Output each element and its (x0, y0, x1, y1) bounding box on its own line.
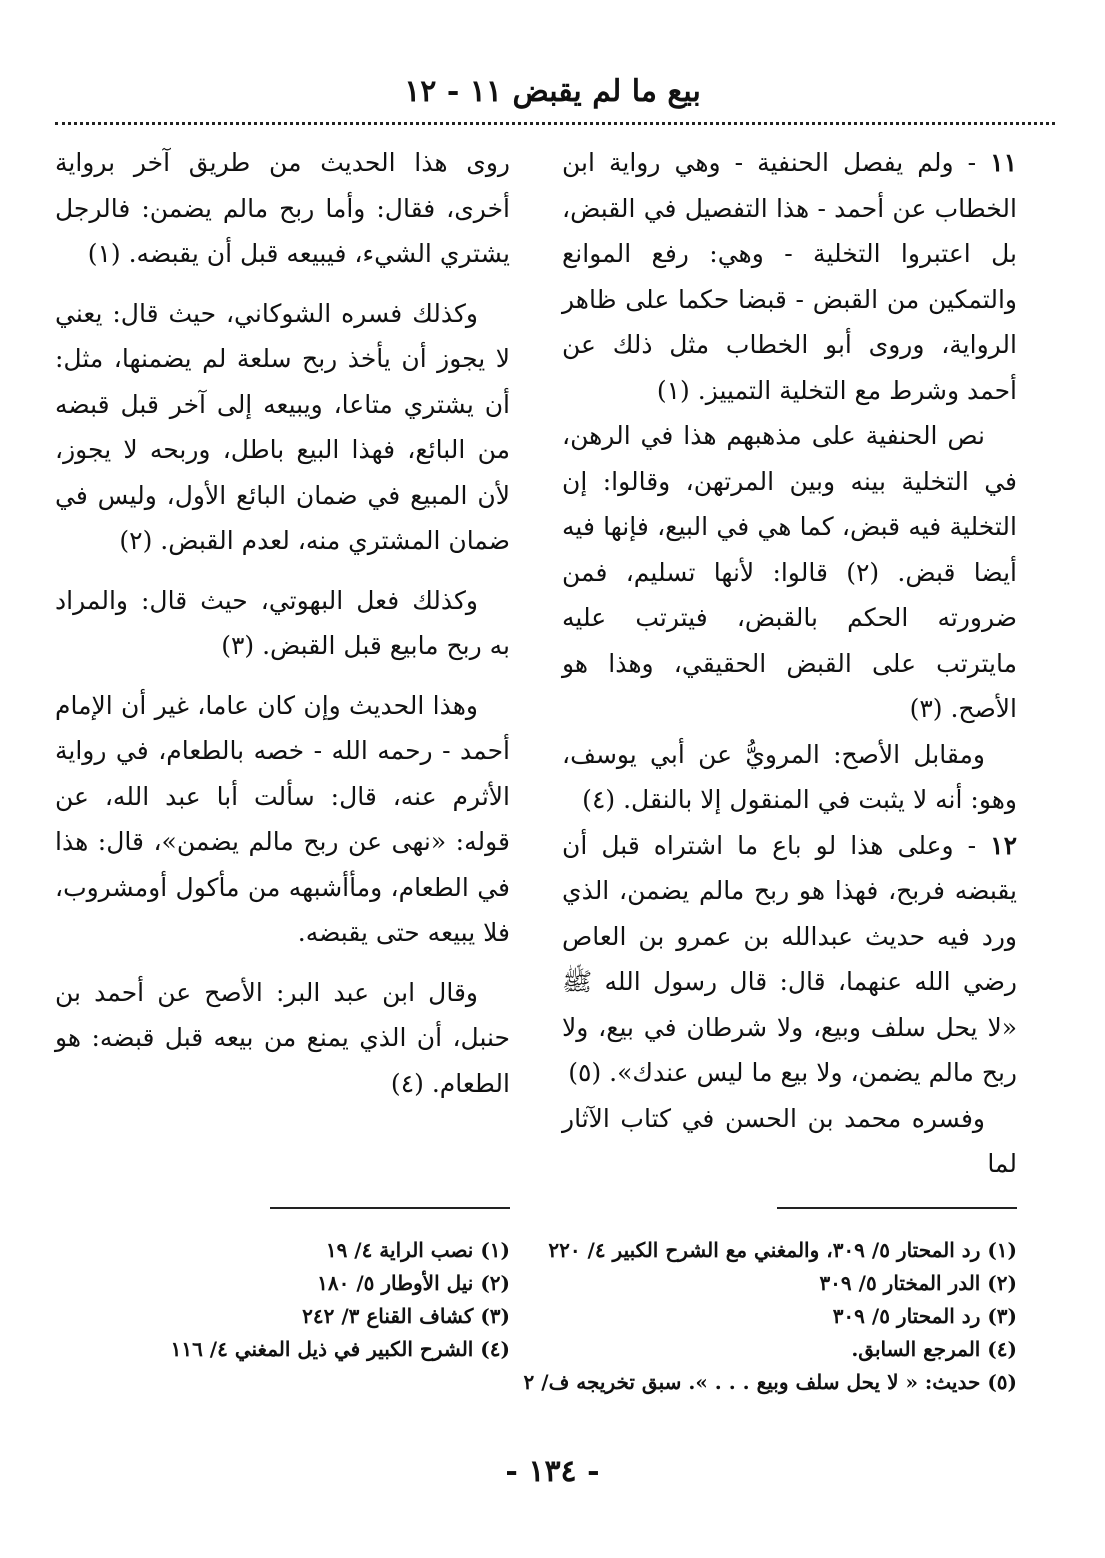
footnote-rule-left (270, 1207, 510, 1209)
footnote-rule-right (777, 1207, 1017, 1209)
footnote-item: (٤) الشرح الكبير في ذيل المغني ٤/ ١١٦ (170, 1337, 510, 1361)
footnote-item: (٢) الدر المختار ٥/ ٣٠٩ (819, 1271, 1017, 1295)
footnotes-right (523, 1234, 1017, 1399)
paragraph-buhuti: وكذلك فعل البهوتي، حيث قال: والمراد به ربح مابيع قبل القبض. (٣) (55, 585, 510, 660)
paragraph-hanafi-pledge: نص الحنفية على مذهبهم هذا في الرهن، في التخلية بينه وبين المرتهن، وقالوا: إن التخلية فيه قبض، كما هي في البيع، فإنها فيه أيضا قبض. (٢) قالوا: لأنها تسليم، فمن ضرورته الحكم بالقبض، فيترتب عليه مايترتب على القبض الحقيقي، وهذا هو الأصح. (٣) (562, 421, 1017, 723)
paragraph-12 (562, 823, 1017, 1096)
paragraph-ahmad-food: وهذا الحديث وإن كان عاما، غير أن الإمام أحمد - رحمه الله - خصه بالطعام، في رواية الأثرم عنه، قال: سألت أبا عبد الله، عن قوله: «نهى عن ربح مالم يضمن»، قال: هذا في الطعام، ومأأشبهه من مأكول أومشروب، فلا يبيعه حتى يقبضه. (55, 690, 510, 947)
left-text-column (55, 140, 510, 1106)
paragraph-11-text: - ولم يفصل الحنفية - وهي رواية ابن الخطاب عن أحمد - هذا التفصيل في القبض، بل اعتبروا التخلية - وهي: رفع الموانع والتمكين من القبض - قبضا حكما على ظاهر الرواية، وروى أبو الخطاب مثل ذلك عن أحمد وشرط مع التخلية التمييز. (١) (562, 148, 1017, 405)
header-dotted-rule (55, 122, 1055, 125)
running-header: بيع ما لم يقبض ١١ - ١٢ (404, 74, 701, 109)
footnote-item: (٢) نيل الأوطار ٥/ ١٨٠ (317, 1271, 510, 1295)
paragraph-muhammad-hasan: وفسره محمد بن الحسن في كتاب الآثار لما (562, 1103, 1017, 1178)
page-number: - ١٣٤ - (505, 1454, 600, 1489)
footnote-item: (٥) حديث: « لا يحل سلف وبيع . . . ». سبق تخريجه ف/ ٢ (523, 1370, 1017, 1394)
footnote-item: (١) نصب الراية ٤/ ١٩ (325, 1238, 510, 1262)
footnotes-left (55, 1234, 510, 1366)
section-number-12: ١٢ (990, 830, 1017, 860)
footnote-item: (٣) كشاف القناع ٣/ ٢٤٢ (302, 1304, 510, 1328)
paragraph-12-text: - وعلى هذا لو باع ما اشتراه قبل أن يقبضه فربح، فهذا هو ربح مالم يضمن، الذي ورد فيه حديث عبدالله بن عمرو بن العاص رضي الله عنهما، قال: قال رسول الله ﷺ «لا يحل سلف وبيع، ولا شرطان في بيع، ولا ربح مالم يضمن، ولا بيع ما ليس عندك». (٥) (562, 830, 1017, 1087)
footnote-item: (٣) رد المحتار ٥/ ٣٠٩ (832, 1304, 1017, 1328)
paragraph-shawkani: وكذلك فسره الشوكاني، حيث قال: يعني لا يجوز أن يأخذ ربح سلعة لم يضمنها، مثل: أن يشتري متاعا، ويبيعه إلى آخر قبل قبضه من البائع، فهذا البيع باطل، وربحه لا يجوز، لأن المبيع في ضمان البائع الأول، وليس في ضمان المشتري منه، لعدم القبض. (٢) (55, 298, 510, 555)
footnote-item: (٤) المرجع السابق. (851, 1337, 1017, 1361)
right-text-column (562, 140, 1017, 1187)
paragraph-abu-yusuf: ومقابل الأصح: المرويُّ عن أبي يوسف، وهو: أنه لا يثبت في المنقول إلا بالنقل. (٤) (562, 739, 1017, 814)
footnote-item: (١) رد المحتار ٥/ ٣٠٩، والمغني مع الشرح الكبير ٤/ ٢٢٠ (548, 1238, 1017, 1262)
paragraph-ibn-abd-al-barr: وقال ابن عبد البر: الأصح عن أحمد بن حنبل، أن الذي يمنع من بيعه قبل قبضه: هو الطعام. (٤) (55, 977, 510, 1098)
paragraph-11 (562, 140, 1017, 413)
paragraph-narration: روى هذا الحديث من طريق آخر برواية أخرى، فقال: وأما ربح مالم يضمن: فالرجل يشتري الشيء، فيبيعه قبل أن يقبضه. (١) (55, 148, 510, 268)
section-number-11: ١١ (990, 148, 1017, 177)
